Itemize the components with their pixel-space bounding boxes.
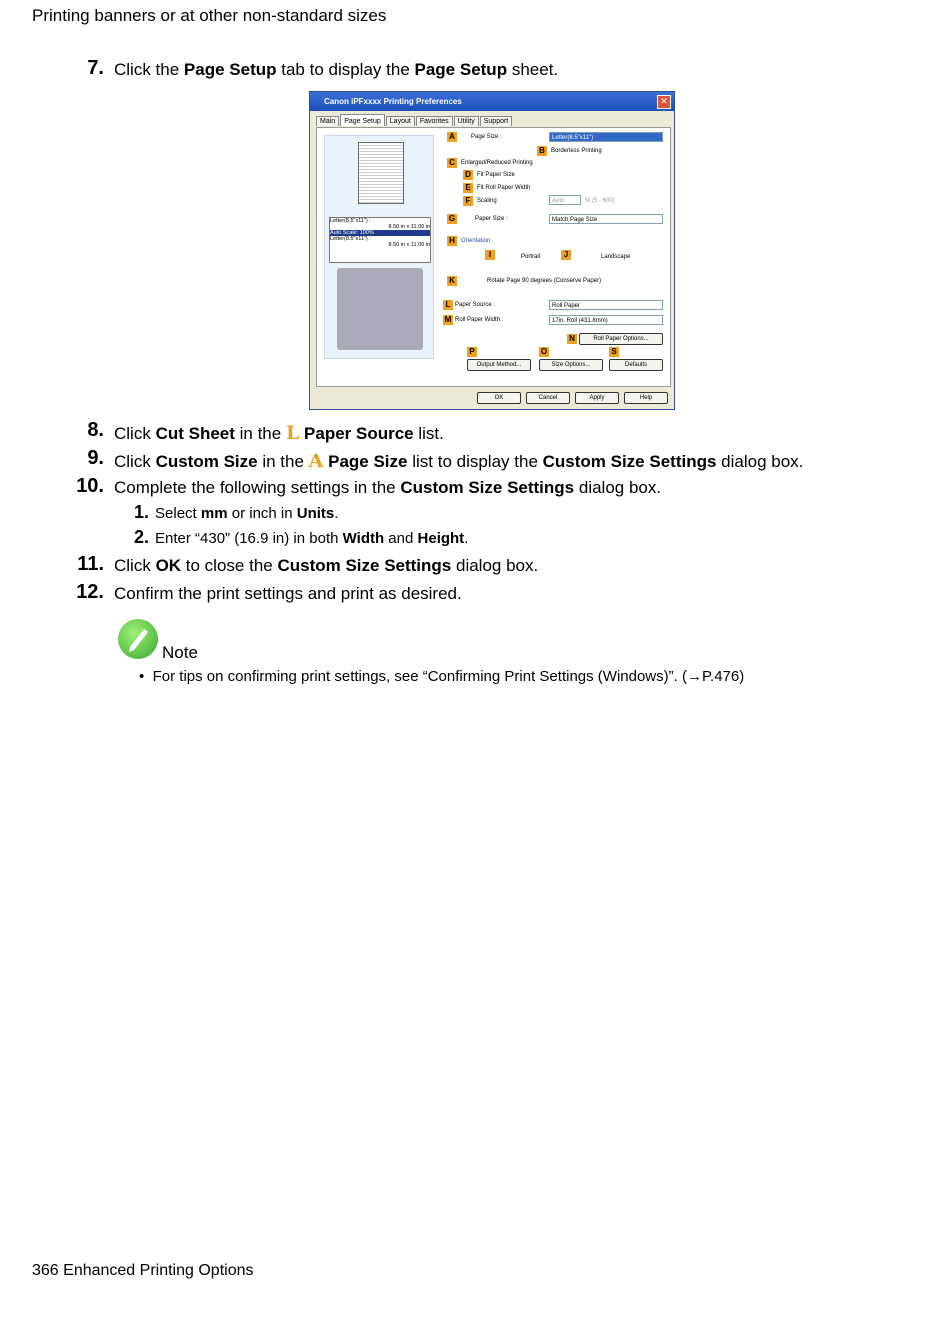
marker-a: A xyxy=(447,132,457,142)
paper-source-label: Paper Source : xyxy=(455,302,496,308)
marker-e: E xyxy=(463,183,473,193)
step-text: Confirm the print settings and print as desired. xyxy=(114,584,462,603)
size-info-box: Letter(8.5"x11") : 8.50 in x 11.00 in Auto Scale: 100% Letter(8.5"x11") : 8.50 in x 11.00 in xyxy=(329,217,431,263)
printing-preferences-dialog xyxy=(309,91,675,410)
marker-letter-a: A xyxy=(308,450,324,472)
size-options-button[interactable]: Size Options... xyxy=(539,359,603,371)
page-size-select[interactable]: Letter(8.5"x11") xyxy=(549,132,663,142)
cancel-button[interactable]: Cancel xyxy=(526,392,570,404)
note-text[interactable]: For tips on confirming print settings, see “Confirming Print Settings (Windows)”. (→P.476) xyxy=(152,668,745,685)
step-text: Complete the following settings in the Custom Size Settings dialog box. xyxy=(114,478,662,497)
step-number: 11. xyxy=(77,553,104,575)
step-number: 12. xyxy=(76,581,104,603)
fit-roll-radio[interactable]: Fit Roll Paper Width xyxy=(477,185,531,191)
page-setup-panel xyxy=(316,127,671,387)
marker-l: L xyxy=(443,300,453,310)
paper-size-select[interactable]: Match Page Size xyxy=(549,214,663,224)
step-text: Click Custom Size in the A Page Size list to display the Custom Size Settings dialog box. xyxy=(114,450,804,472)
scaling-input[interactable]: Auto xyxy=(549,195,581,205)
defaults-button[interactable]: Defaults xyxy=(609,359,663,371)
portrait-radio[interactable]: Portrait xyxy=(521,254,541,260)
scaling-radio[interactable]: Scaling xyxy=(477,198,497,204)
tab-main[interactable]: Main xyxy=(316,116,339,126)
marker-i: I xyxy=(485,250,495,260)
marker-s: S xyxy=(609,347,619,357)
page-preview-icon xyxy=(358,142,404,204)
enlarged-checkbox[interactable]: Enlarged/Reduced Printing xyxy=(461,160,533,166)
page-size-label: Page Size : xyxy=(471,134,502,140)
landscape-radio[interactable]: Landscape xyxy=(601,254,631,260)
note-label: Note xyxy=(162,643,198,662)
page-footer: 366 Enhanced Printing Options xyxy=(32,1262,254,1279)
paper-source-select[interactable]: Roll Paper xyxy=(549,300,663,310)
note-pencil-icon xyxy=(118,619,158,659)
marker-letter-l: L xyxy=(285,422,300,444)
ok-button[interactable]: OK xyxy=(477,392,521,404)
substep-10-2: 2. Enter “430” (16.9 in) in both Width and Height. xyxy=(134,527,469,547)
bullet-icon: • xyxy=(139,668,145,685)
preview-area xyxy=(324,135,434,359)
orientation-label: Orientation xyxy=(461,238,491,244)
fit-paper-radio[interactable]: Fit Paper Size xyxy=(477,172,515,178)
marker-n: N xyxy=(567,334,577,344)
roll-paper-options-button[interactable]: Roll Paper Options... xyxy=(579,333,663,345)
marker-d: D xyxy=(463,170,473,180)
tab-page-setup[interactable]: Page Setup xyxy=(340,114,385,126)
marker-f: F xyxy=(463,196,473,206)
marker-b: B xyxy=(537,146,547,156)
marker-p: P xyxy=(467,347,477,357)
scaling-range: % (5 - 600) xyxy=(585,198,615,204)
marker-m: M xyxy=(444,315,452,324)
step-number: 10. xyxy=(76,475,104,497)
roll-width-label: Roll Paper Width : xyxy=(455,317,504,323)
tab-support[interactable]: Support xyxy=(480,116,513,126)
marker-c: C xyxy=(447,158,457,168)
apply-button[interactable]: Apply xyxy=(575,392,619,404)
marker-j: J xyxy=(561,250,571,260)
borderless-checkbox[interactable]: Borderless Printing xyxy=(551,148,602,154)
note-item xyxy=(139,668,744,685)
tab-favorites[interactable]: Favorites xyxy=(416,116,453,126)
dialog-tabs xyxy=(316,114,513,126)
printer-illustration-icon xyxy=(337,268,423,350)
step-number: 7. xyxy=(87,57,104,79)
step-text: Click Cut Sheet in the L Paper Source list. xyxy=(114,422,444,444)
tab-layout[interactable]: Layout xyxy=(386,116,415,126)
output-method-button[interactable]: Output Method... xyxy=(467,359,531,371)
rotate-checkbox[interactable]: Rotate Page 90 degrees (Conserve Paper) xyxy=(487,278,602,284)
help-button[interactable]: Help xyxy=(624,392,668,404)
marker-h: H xyxy=(447,236,457,246)
substep-10-1: 1. Select mm or inch in Units. xyxy=(134,502,339,522)
step-text: Click OK to close the Custom Size Settings dialog box. xyxy=(114,556,539,575)
close-icon[interactable]: ✕ xyxy=(657,95,671,109)
step-number: 9. xyxy=(87,447,104,469)
marker-g: G xyxy=(448,214,456,223)
marker-k: K xyxy=(447,276,457,286)
running-header: Printing banners or at other non-standard sizes xyxy=(32,6,387,25)
roll-width-select[interactable]: 17in. Roll (431.8mm) xyxy=(549,315,663,325)
tab-utility[interactable]: Utility xyxy=(454,116,479,126)
step-number: 8. xyxy=(87,419,104,441)
dialog-title: Canon iPFxxxx Printing Preferences xyxy=(310,92,674,111)
step-text: Click the Page Setup tab to display the Page Setup sheet. xyxy=(114,60,559,79)
paper-size-label: Paper Size : xyxy=(475,216,508,222)
marker-o: O xyxy=(540,347,548,356)
